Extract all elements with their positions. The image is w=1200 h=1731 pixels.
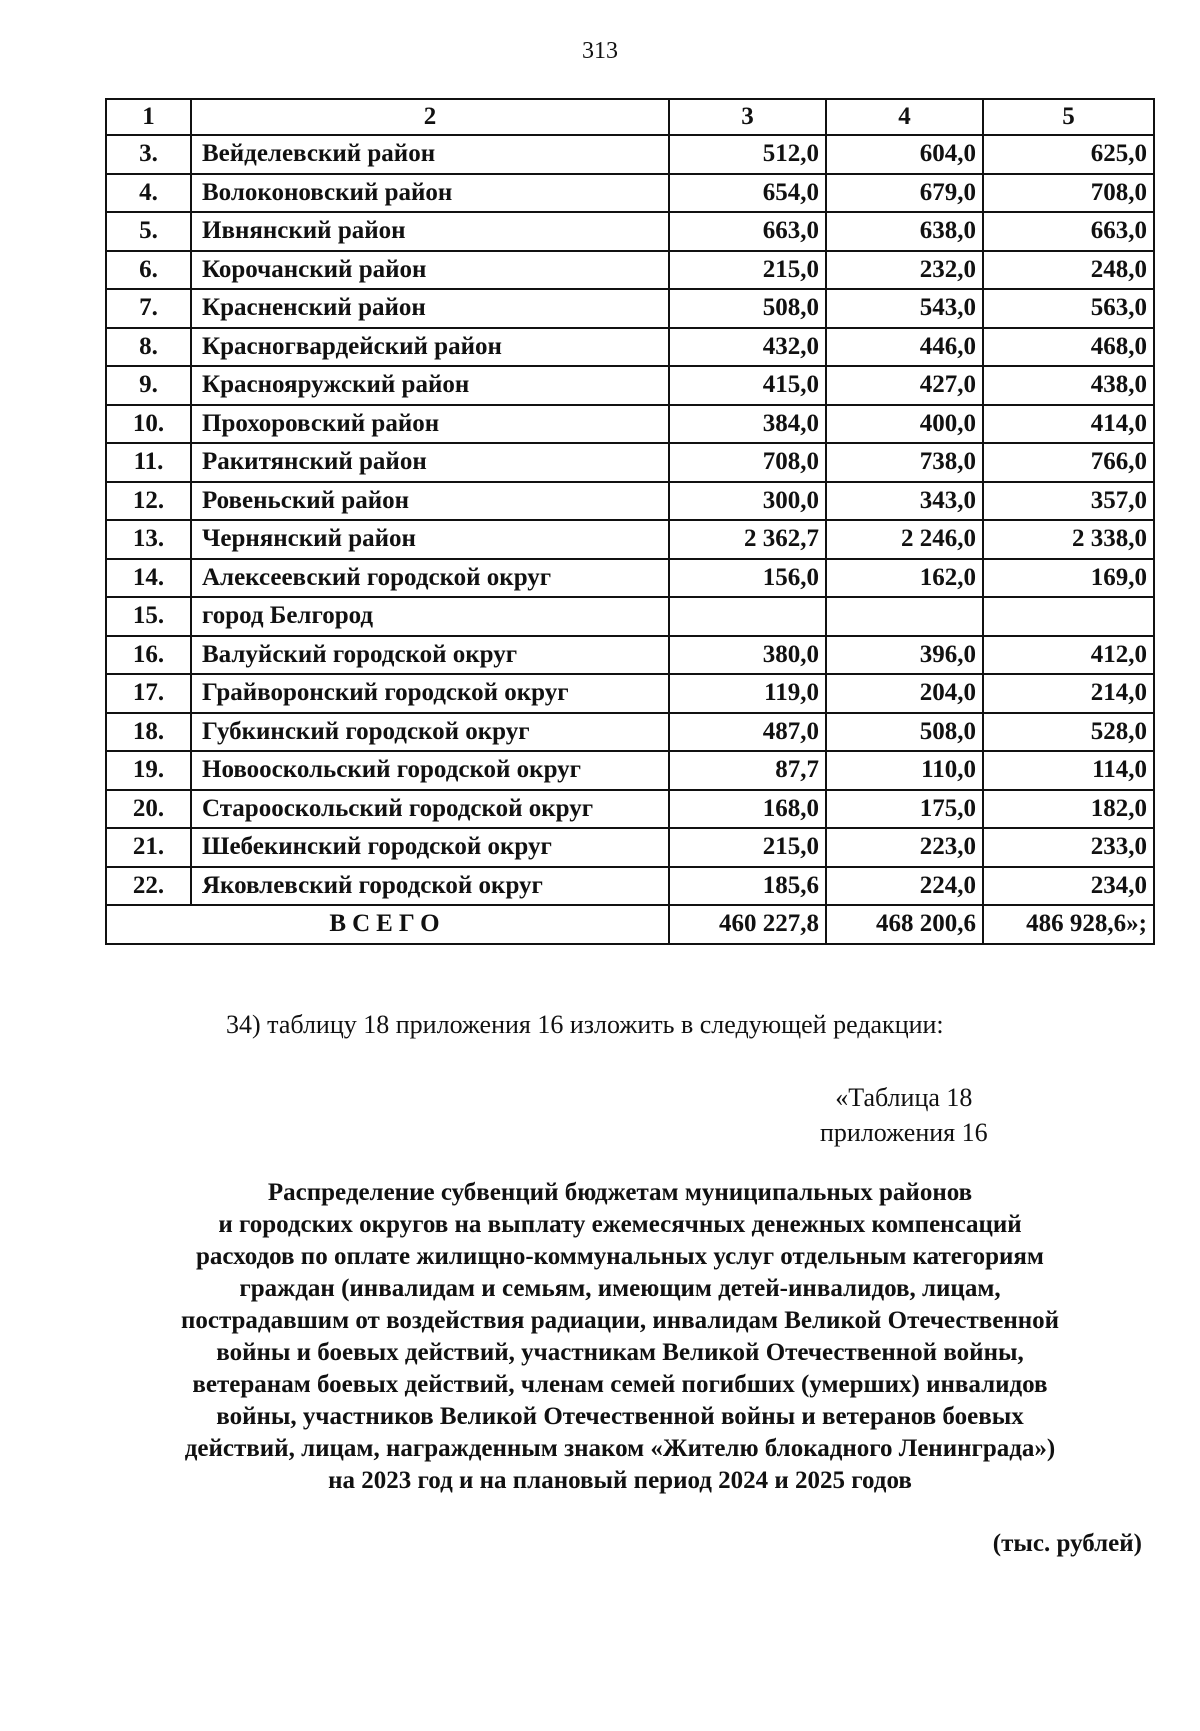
row-number: 4. — [106, 174, 191, 213]
total-value: 460 227,8 — [669, 905, 826, 944]
row-number: 12. — [106, 482, 191, 521]
title-line: пострадавшим от воздействия радиации, инвалидам Великой Отечественной — [180, 1307, 1060, 1334]
row-name: Ровеньский район — [191, 482, 669, 521]
row-name: Прохоровский район — [191, 405, 669, 444]
row-value: 400,0 — [826, 405, 983, 444]
table-row — [106, 520, 1154, 559]
title-line: войны и боевых действий, участникам Великой Отечественной войны, — [216, 1339, 1024, 1366]
row-name: Вейделевский район — [191, 135, 669, 174]
row-value: 215,0 — [669, 828, 826, 867]
row-value: 508,0 — [669, 289, 826, 328]
table-row — [106, 366, 1154, 405]
row-value: 446,0 — [826, 328, 983, 367]
table-row — [106, 289, 1154, 328]
row-value: 708,0 — [983, 174, 1154, 213]
row-value: 232,0 — [826, 251, 983, 290]
row-name: Губкинский городской округ — [191, 713, 669, 752]
row-value: 468,0 — [983, 328, 1154, 367]
row-value: 512,0 — [669, 135, 826, 174]
title-line: действий, лицам, награжденным знаком «Жителю блокадного Ленинграда») — [184, 1435, 1056, 1462]
table-row — [106, 867, 1154, 906]
row-name: Валуйский городской округ — [191, 636, 669, 675]
row-number: 9. — [106, 366, 191, 405]
table-row — [106, 212, 1154, 251]
row-number: 10. — [106, 405, 191, 444]
table-reference — [820, 1080, 988, 1150]
row-number: 8. — [106, 328, 191, 367]
row-number: 18. — [106, 713, 191, 752]
row-value: 415,0 — [669, 366, 826, 405]
row-value: 396,0 — [826, 636, 983, 675]
title-line: войны, участников Великой Отечественной войны и ветеранов боевых — [216, 1403, 1024, 1430]
row-number: 14. — [106, 559, 191, 598]
row-value — [983, 597, 1154, 636]
row-value: 223,0 — [826, 828, 983, 867]
row-value: 625,0 — [983, 135, 1154, 174]
row-number: 3. — [106, 135, 191, 174]
row-value: 114,0 — [983, 751, 1154, 790]
row-value: 185,6 — [669, 867, 826, 906]
row-value: 663,0 — [669, 212, 826, 251]
table-row — [106, 790, 1154, 829]
row-value: 156,0 — [669, 559, 826, 598]
title-line: и городских округов на выплату ежемесячных денежных компенсаций — [218, 1211, 1022, 1238]
row-value — [669, 597, 826, 636]
row-name: Ивнянский район — [191, 212, 669, 251]
row-name: Шебекинский городской округ — [191, 828, 669, 867]
table-row — [106, 636, 1154, 675]
row-value: 427,0 — [826, 366, 983, 405]
row-value: 300,0 — [669, 482, 826, 521]
row-number: 13. — [106, 520, 191, 559]
row-name: Ракитянский район — [191, 443, 669, 482]
row-value: 438,0 — [983, 366, 1154, 405]
table-row — [106, 674, 1154, 713]
table-row — [106, 405, 1154, 444]
total-label: ВСЕГО — [106, 905, 669, 944]
total-value: 486 928,6»; — [983, 905, 1154, 944]
total-value: 468 200,6 — [826, 905, 983, 944]
table-row — [106, 828, 1154, 867]
row-number: 22. — [106, 867, 191, 906]
row-value: 2 362,7 — [669, 520, 826, 559]
row-name: Алексеевский городской округ — [191, 559, 669, 598]
row-value: 2 246,0 — [826, 520, 983, 559]
column-header: 2 — [191, 99, 669, 135]
title-line: ветеранам боевых действий, членам семей погибших (умерших) инвалидов — [192, 1371, 1048, 1398]
row-value: 224,0 — [826, 867, 983, 906]
row-name: Новооскольский городской округ — [191, 751, 669, 790]
row-value: 412,0 — [983, 636, 1154, 675]
row-value — [826, 597, 983, 636]
total-row — [106, 905, 1154, 944]
table-row — [106, 135, 1154, 174]
row-value: 215,0 — [669, 251, 826, 290]
row-value: 214,0 — [983, 674, 1154, 713]
table-title — [130, 1177, 1110, 1497]
column-header: 1 — [106, 99, 191, 135]
row-number: 7. — [106, 289, 191, 328]
row-name: Краснояружский район — [191, 366, 669, 405]
row-number: 11. — [106, 443, 191, 482]
row-value: 119,0 — [669, 674, 826, 713]
row-value: 233,0 — [983, 828, 1154, 867]
row-value: 766,0 — [983, 443, 1154, 482]
row-value: 663,0 — [983, 212, 1154, 251]
table-row — [106, 597, 1154, 636]
table-reference-line: «Таблица 18 — [835, 1083, 973, 1112]
table-body — [106, 135, 1154, 905]
units-label: (тыс. рублей) — [992, 1530, 1142, 1557]
row-number: 15. — [106, 597, 191, 636]
row-number: 16. — [106, 636, 191, 675]
title-line: на 2023 год и на плановый период 2024 и 2025 годов — [328, 1467, 912, 1494]
row-value: 168,0 — [669, 790, 826, 829]
row-value: 432,0 — [669, 328, 826, 367]
row-value: 380,0 — [669, 636, 826, 675]
row-value: 738,0 — [826, 443, 983, 482]
row-value: 528,0 — [983, 713, 1154, 752]
row-name: Чернянский район — [191, 520, 669, 559]
row-value: 110,0 — [826, 751, 983, 790]
row-value: 679,0 — [826, 174, 983, 213]
title-line: расходов по оплате жилищно-коммунальных услуг отдельным категориям — [196, 1243, 1044, 1270]
row-name: Красногвардейский район — [191, 328, 669, 367]
table-header-row — [106, 99, 1154, 135]
table-row — [106, 713, 1154, 752]
row-value: 563,0 — [983, 289, 1154, 328]
column-header: 3 — [669, 99, 826, 135]
row-value: 175,0 — [826, 790, 983, 829]
row-name: Красненский район — [191, 289, 669, 328]
row-number: 19. — [106, 751, 191, 790]
row-value: 204,0 — [826, 674, 983, 713]
row-name: город Белгород — [191, 597, 669, 636]
row-value: 248,0 — [983, 251, 1154, 290]
row-value: 708,0 — [669, 443, 826, 482]
column-header: 5 — [983, 99, 1154, 135]
row-value: 234,0 — [983, 867, 1154, 906]
data-table — [105, 98, 1155, 945]
row-value: 384,0 — [669, 405, 826, 444]
row-number: 6. — [106, 251, 191, 290]
table-row — [106, 443, 1154, 482]
row-name: Волоконовский район — [191, 174, 669, 213]
row-value: 87,7 — [669, 751, 826, 790]
row-number: 20. — [106, 790, 191, 829]
row-number: 21. — [106, 828, 191, 867]
table-row — [106, 251, 1154, 290]
row-value: 604,0 — [826, 135, 983, 174]
row-value: 343,0 — [826, 482, 983, 521]
table-reference-line: приложения 16 — [820, 1118, 988, 1147]
row-value: 414,0 — [983, 405, 1154, 444]
row-name: Корочанский район — [191, 251, 669, 290]
row-value: 487,0 — [669, 713, 826, 752]
table-row — [106, 482, 1154, 521]
row-value: 182,0 — [983, 790, 1154, 829]
row-name: Старооскольский городской округ — [191, 790, 669, 829]
column-header: 4 — [826, 99, 983, 135]
table-row — [106, 328, 1154, 367]
row-name: Яковлевский городской округ — [191, 867, 669, 906]
row-number: 5. — [106, 212, 191, 251]
title-line: граждан (инвалидам и семьям, имеющим детей-инвалидов, лицам, — [239, 1275, 1001, 1302]
row-name: Грайворонский городской округ — [191, 674, 669, 713]
row-value: 357,0 — [983, 482, 1154, 521]
row-value: 638,0 — [826, 212, 983, 251]
table-row — [106, 559, 1154, 598]
row-value: 2 338,0 — [983, 520, 1154, 559]
row-value: 543,0 — [826, 289, 983, 328]
table-row — [106, 174, 1154, 213]
title-line: Распределение субвенций бюджетам муниципальных районов — [267, 1179, 973, 1206]
row-value: 169,0 — [983, 559, 1154, 598]
amendment-instruction: 34) таблицу 18 приложения 16 изложить в следующей редакции: — [226, 1010, 944, 1039]
row-value: 508,0 — [826, 713, 983, 752]
row-number: 17. — [106, 674, 191, 713]
page-number: 313 — [582, 38, 618, 64]
row-value: 654,0 — [669, 174, 826, 213]
row-value: 162,0 — [826, 559, 983, 598]
table-row — [106, 751, 1154, 790]
